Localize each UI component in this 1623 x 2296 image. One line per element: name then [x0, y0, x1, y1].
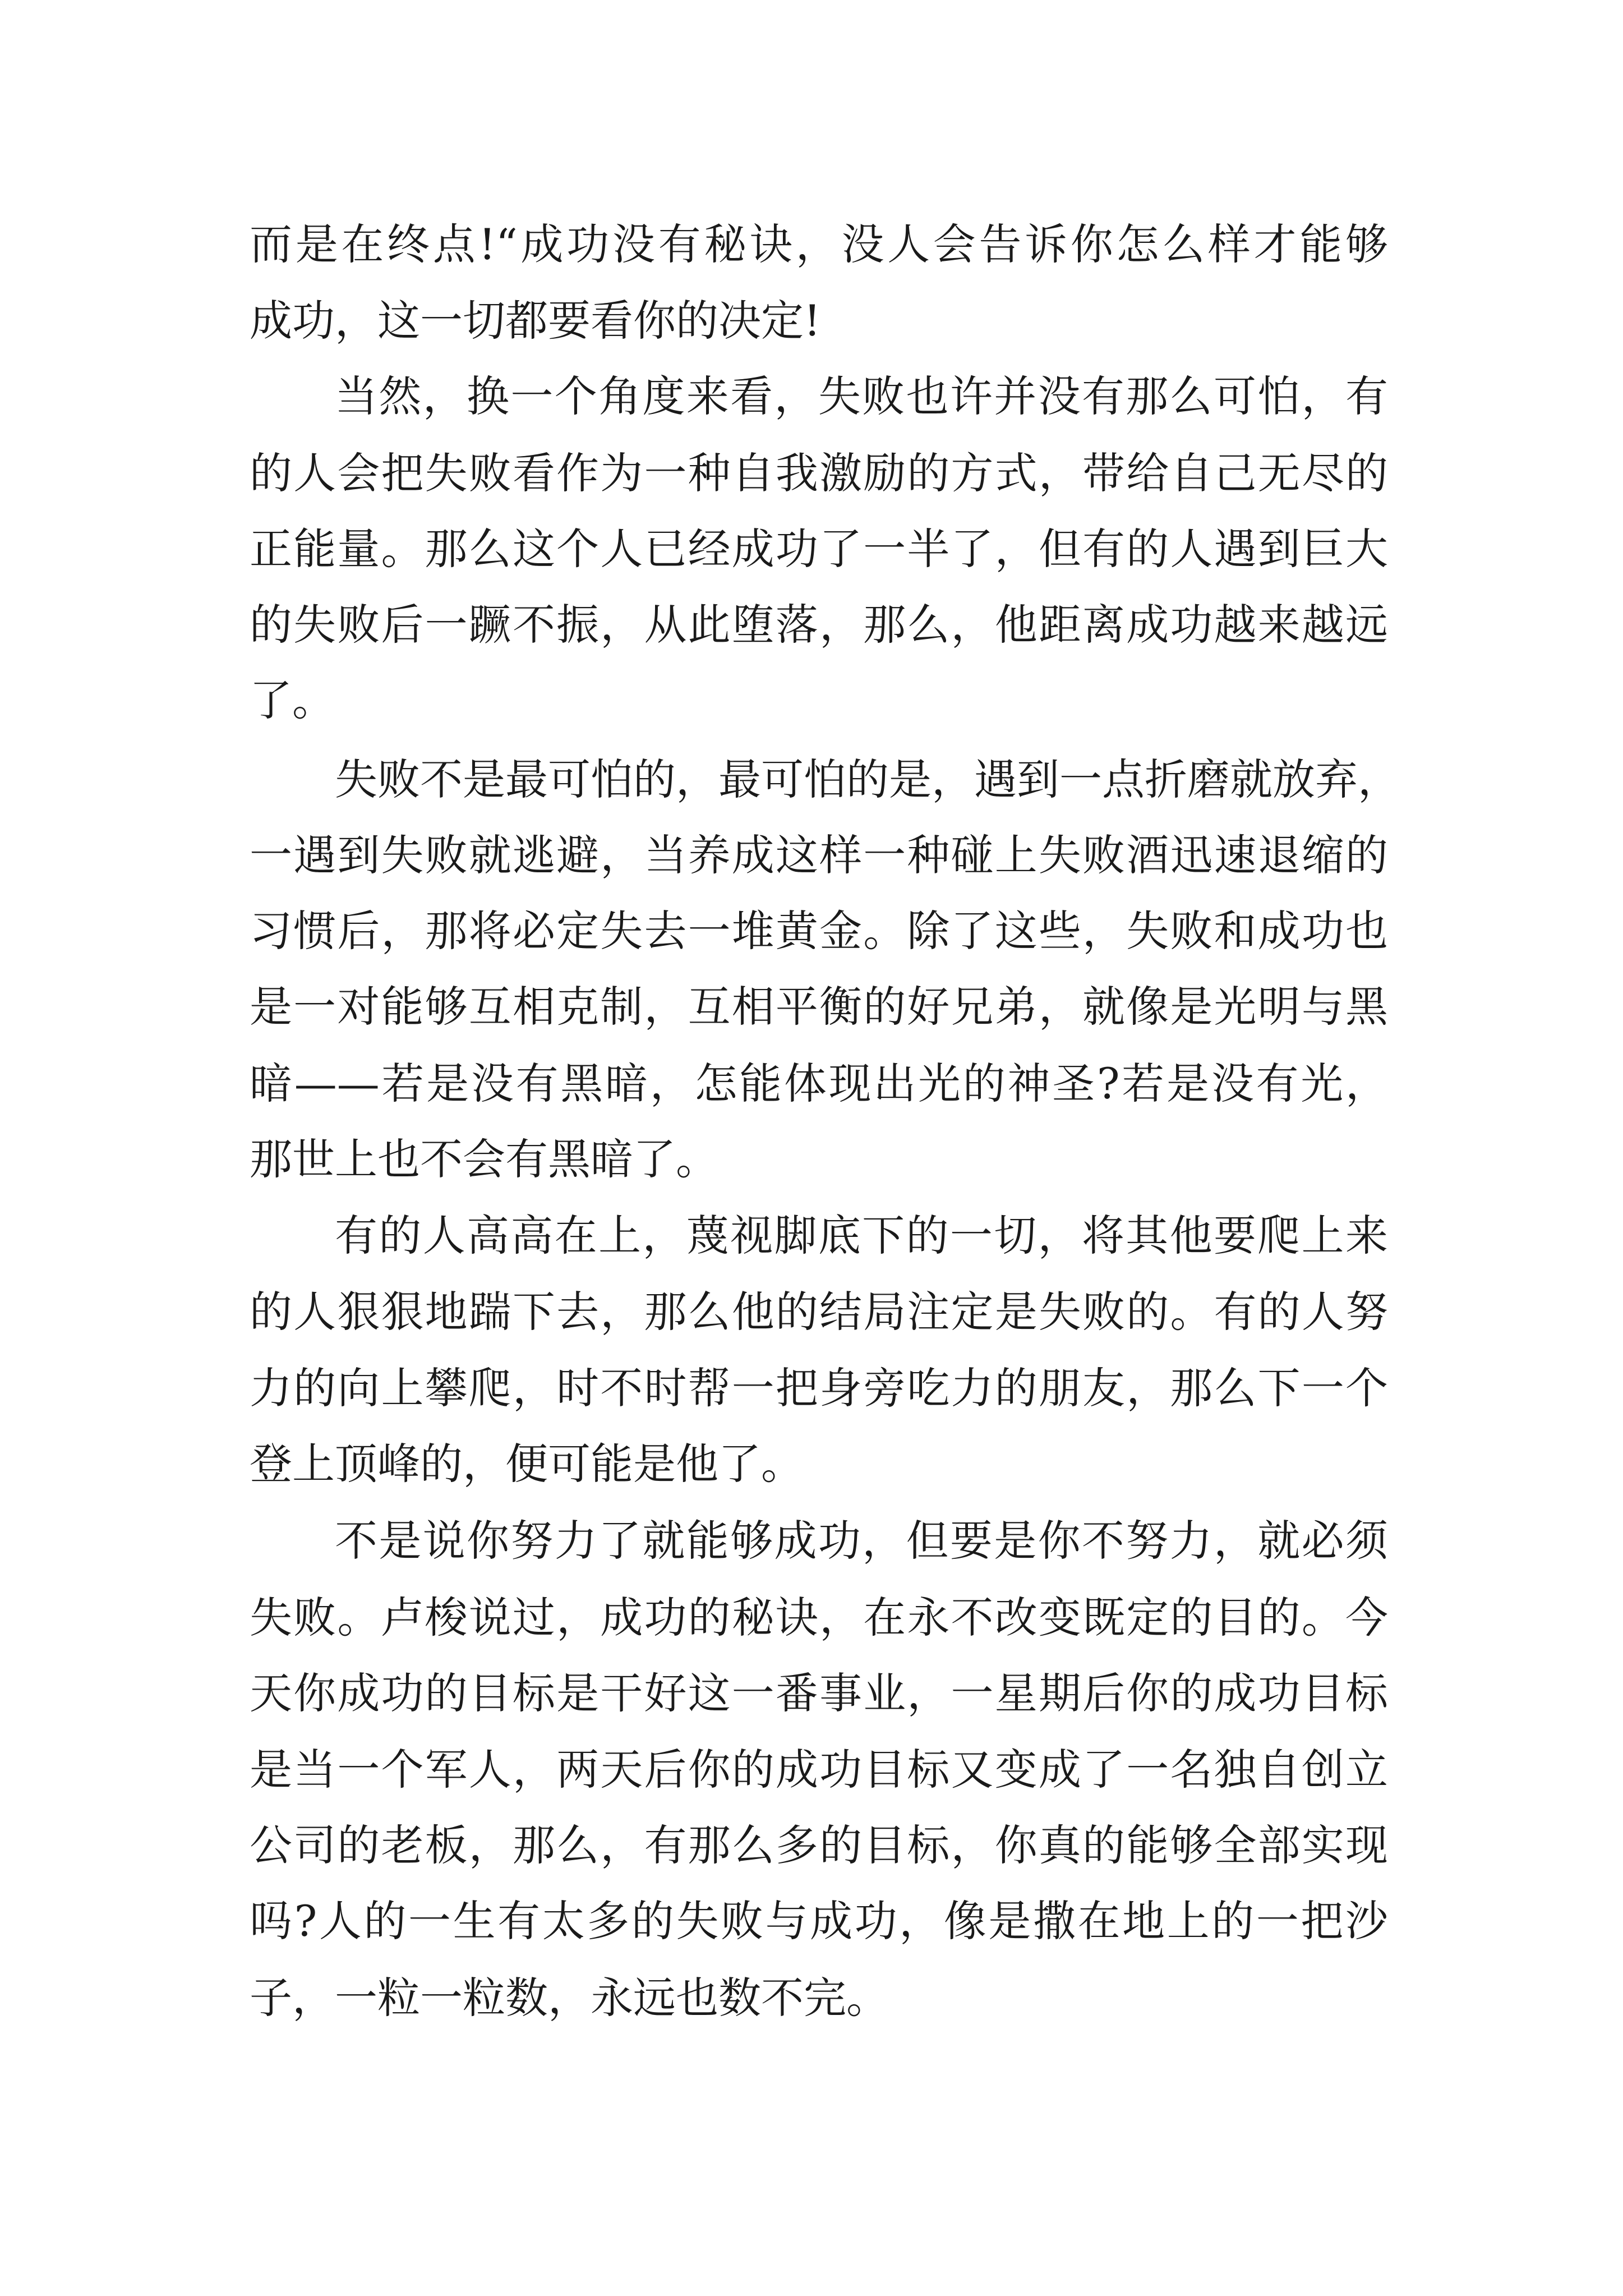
- text-line: 失败。卢梭说过，成功的秘诀，在永不改变既定的目的。今: [250, 1593, 1388, 1642]
- text-line: 是当一个军人，两天后你的成功目标又变成了一名独自创立: [250, 1745, 1388, 1795]
- text-line: 登上顶峰的，便可能是他了。: [250, 1439, 804, 1489]
- text-line: 习惯后，那将必定失去一堆黄金。除了这些，失败和成功也: [250, 906, 1388, 956]
- text-line: 力的向上攀爬，时不时帮一把身旁吃力的朋友，那么下一个: [250, 1363, 1388, 1413]
- paragraph-first-line: 有的人高高在上，蔑视脚底下的一切，将其他要爬上来: [335, 1211, 1388, 1260]
- text-line: 的失败后一蹶不振，从此堕落，那么，他距离成功越来越远: [250, 600, 1388, 650]
- text-line: 子，一粒一粒数，永远也数不完。: [250, 1973, 889, 2023]
- text-line: 是一对能够互相克制，互相平衡的好兄弟，就像是光明与黑: [250, 982, 1388, 1032]
- text-line: 那世上也不会有黑暗了。: [250, 1134, 718, 1184]
- text-line: 的人会把失败看作为一种自我激励的方式，带给自己无尽的: [250, 448, 1388, 498]
- text-line: 成功，这一切都要看你的决定!: [250, 296, 821, 346]
- text-line: 的人狠狠地踹下去，那么他的结局注定是失败的。有的人努: [250, 1287, 1388, 1337]
- text-line: 天你成功的目标是干好这一番事业，一星期后你的成功目标: [250, 1668, 1388, 1718]
- paragraph-first-line: 不是说你努力了就能够成功，但要是你不努力，就必须: [335, 1516, 1388, 1566]
- text-line: 正能量。那么这个人已经成功了一半了，但有的人遇到巨大: [250, 524, 1388, 574]
- text-line: 吗?人的一生有太多的失败与成功，像是撒在地上的一把沙: [250, 1896, 1388, 1946]
- text-line: 公司的老板，那么，有那么多的目标，你真的能够全部实现: [250, 1820, 1388, 1870]
- text-line: 了。: [250, 675, 335, 725]
- text-line: 暗——若是没有黑暗，怎能体现出光的神圣?若是没有光，: [250, 1059, 1388, 1108]
- paragraph-first-line: 当然，换一个角度来看，失败也许并没有那么可怕，有: [335, 371, 1388, 421]
- text-line: 一遇到失败就逃避，当养成这样一种碰上失败酒迅速退缩的: [250, 830, 1388, 880]
- text-line: 而是在终点!“成功没有秘诀，没人会告诉你怎么样才能够: [250, 219, 1388, 269]
- paragraph-first-line: 失败不是最可怕的，最可怕的是，遇到一点折磨就放弃，: [335, 754, 1400, 804]
